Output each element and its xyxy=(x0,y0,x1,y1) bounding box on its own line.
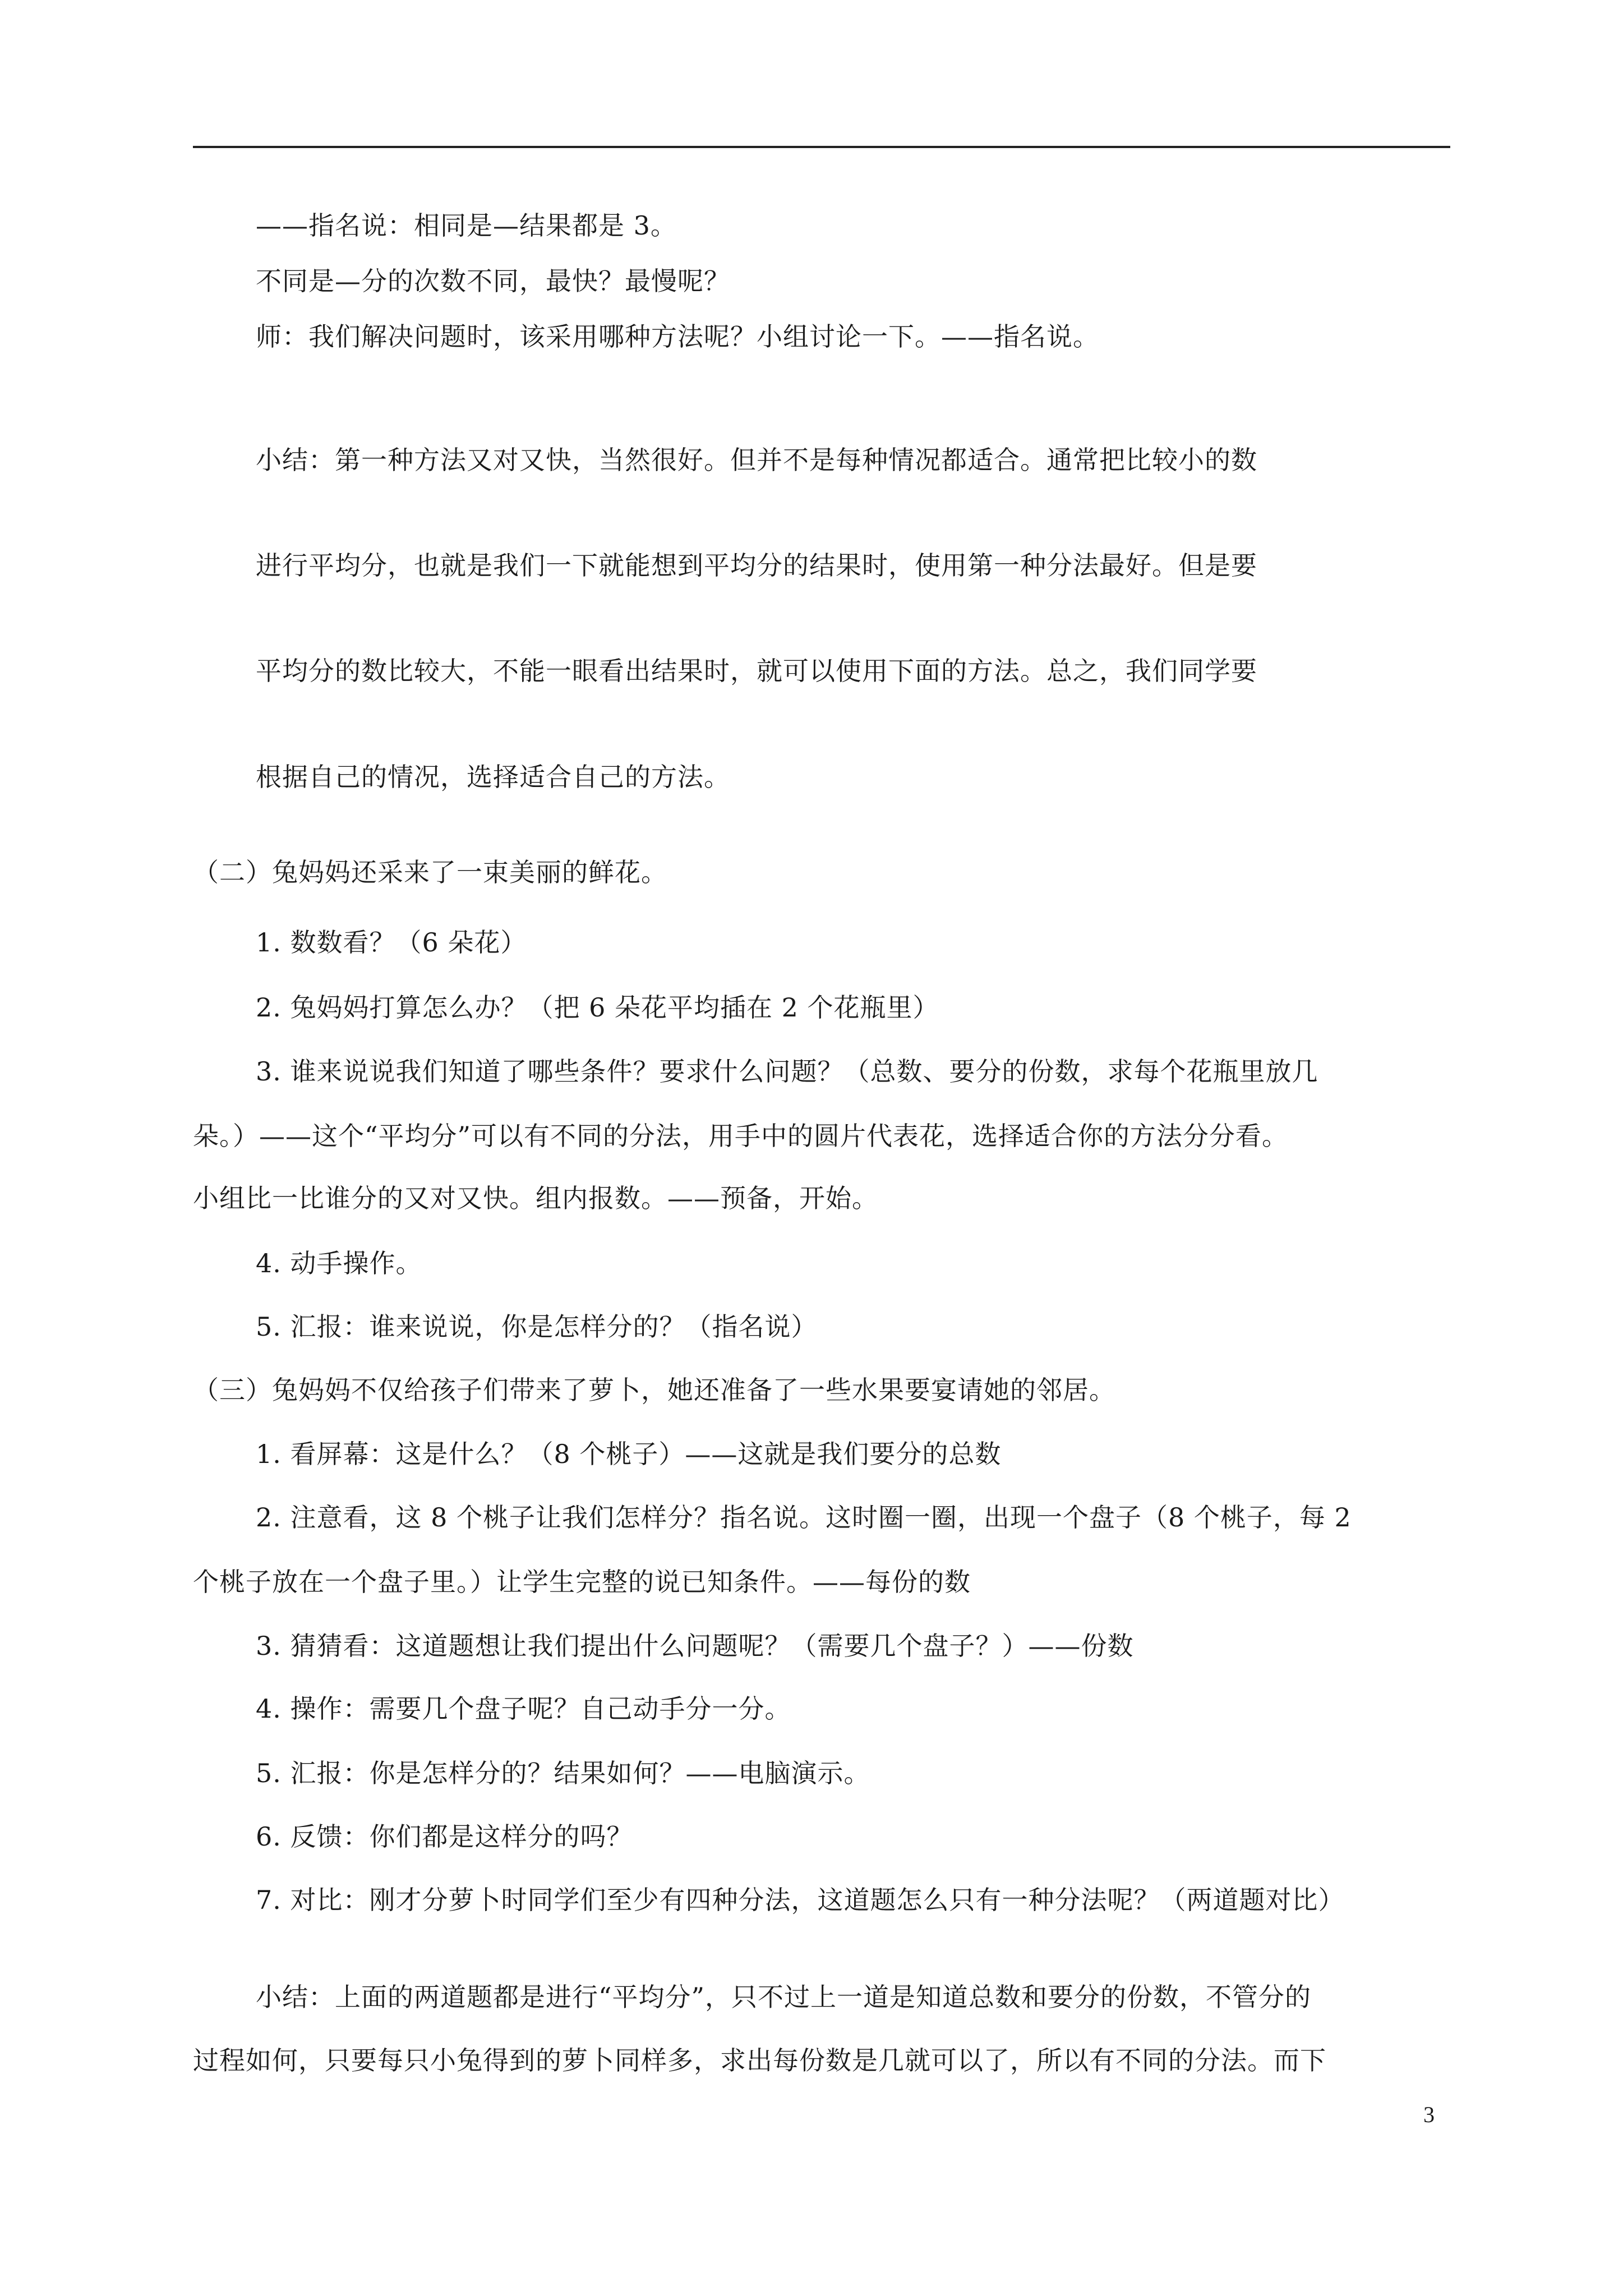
text-line-12: 朵。）——这个“平均分”可以有不同的分法，用手中的圆片代表花，选择适合你的方法分分看。 xyxy=(193,1121,1289,1151)
text-line-4: 小结：第一种方法又对又快，当然很好。但并不是每种情况都适合。通常把比较小的数 xyxy=(256,445,1257,475)
text-line-25: 小结：上面的两道题都是进行“平均分”，只不过上一道是知道总数和要分的份数，不管分的 xyxy=(256,1982,1312,2012)
text-line-8: （二）兔妈妈还采来了一束美丽的鲜花。 xyxy=(193,857,667,887)
text-line-7: 根据自己的情况，选择适合自己的方法。 xyxy=(256,762,730,792)
text-line-13: 小组比一比谁分的又对又快。组内报数。——预备，开始。 xyxy=(193,1183,878,1213)
text-line-20: 3. 猜猜看：这道题想让我们提出什么问题呢？（需要几个盘子？）——份数 xyxy=(256,1631,1134,1661)
text-line-14: 4. 动手操作。 xyxy=(256,1248,422,1278)
page-number: 3 xyxy=(1423,2102,1435,2127)
text-line-22: 5. 汇报：你是怎样分的？结果如何？——电脑演示。 xyxy=(256,1758,870,1788)
text-line-19: 个桃子放在一个盘子里。）让学生完整的说已知条件。——每份的数 xyxy=(193,1567,971,1597)
text-line-16: （三）兔妈妈不仅给孩子们带来了萝卜，她还准备了一些水果要宴请她的邻居。 xyxy=(193,1375,1115,1405)
text-line-21: 4. 操作：需要几个盘子呢？自己动手分一分。 xyxy=(256,1694,791,1724)
text-line-24: 7. 对比：刚才分萝卜时同学们至少有四种分法，这道题怎么只有一种分法呢？（两道题对比） xyxy=(256,1885,1345,1915)
text-line-3: 师：我们解决问题时，该采用哪种方法呢？小组讨论一下。——指名说。 xyxy=(256,321,1099,352)
text-line-9: 1. 数数看？（6 朵花） xyxy=(256,927,527,958)
text-line-26: 过程如何，只要每只小兔得到的萝卜同样多，求出每份数是几就可以了，所以有不同的分法。而下 xyxy=(193,2045,1326,2076)
text-line-10: 2. 兔妈妈打算怎么办？（把 6 朵花平均插在 2 个花瓶里） xyxy=(256,992,939,1023)
text-line-5: 进行平均分，也就是我们一下就能想到平均分的结果时，使用第一种分法最好。但是要 xyxy=(256,550,1257,581)
text-line-2: 不同是—分的次数不同，最快？最慢呢？ xyxy=(256,266,730,296)
text-line-15: 5. 汇报：谁来说说，你是怎样分的？（指名说） xyxy=(256,1312,818,1342)
text-line-6: 平均分的数比较大，不能一眼看出结果时，就可以使用下面的方法。总之，我们同学要 xyxy=(256,656,1257,686)
text-line-23: 6. 反馈：你们都是这样分的吗？ xyxy=(256,1821,633,1852)
text-line-1: ——指名说：相同是—结果都是 3。 xyxy=(256,210,677,241)
text-line-18: 2. 注意看，这 8 个桃子让我们怎样分？指名说。这时圈一圈，出现一个盘子（8 个桃子，每 2 xyxy=(256,1502,1352,1533)
text-line-11: 3. 谁来说说我们知道了哪些条件？要求什么问题？（总数、要分的份数，求每个花瓶里放几 xyxy=(256,1056,1318,1087)
text-line-17: 1. 看屏幕：这是什么？（8 个桃子）——这就是我们要分的总数 xyxy=(256,1439,1002,1469)
header-rule xyxy=(193,146,1450,148)
